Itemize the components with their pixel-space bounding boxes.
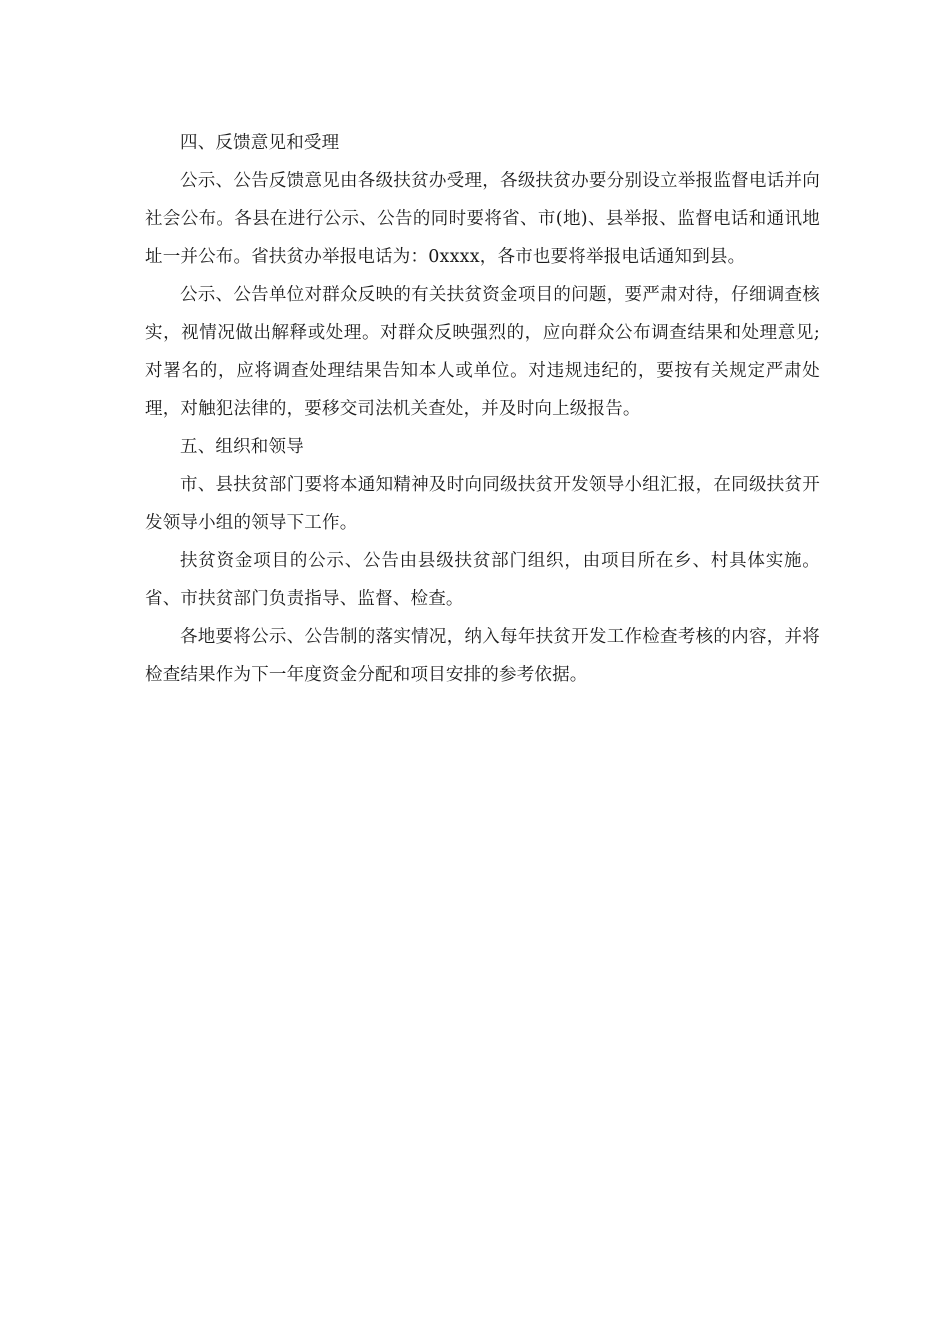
paragraph-organization-assessment: 各地要将公示、公告制的落实情况，纳入每年扶贫开发工作检查考核的内容，并将检查结果作为下一年度资金分配和项目安排的参考依据。 (145, 627, 820, 685)
document-body (145, 124, 820, 694)
paragraph-organization-report: 市、县扶贫部门要将本通知精神及时向同级扶贫开发领导小组汇报，在同级扶贫开发领导小组的领导下工作。 (145, 475, 820, 533)
paragraph-feedback-hotline: 公示、公告反馈意见由各级扶贫办受理，各级扶贫办要分别设立举报监督电话并向社会公布。各县在进行公示、公告的同时要将省、市(地)、县举报、监督电话和通讯地址一并公布。省扶贫办举报电话为：0xxxx，各市也要将举报电话通知到县。 (145, 171, 820, 267)
paragraph-organization-implementation: 扶贫资金项目的公示、公告由县级扶贫部门组织，由项目所在乡、村具体实施。省、市扶贫部门负责指导、监督、检查。 (145, 551, 820, 609)
paragraph-feedback-handling: 公示、公告单位对群众反映的有关扶贫资金项目的问题，要严肃对待，仔细调查核实，视情况做出解释或处理。对群众反映强烈的，应向群众公布调查结果和处理意见;对署名的，应将调查处理结果告知本人或单位。对违规违纪的，要按有关规定严肃处理，对触犯法律的，要移交司法机关查处，并及时向上级报告。 (145, 285, 820, 419)
section-heading-feedback: 四、反馈意见和受理 (180, 133, 340, 153)
section-heading-organization: 五、组织和领导 (180, 437, 304, 457)
